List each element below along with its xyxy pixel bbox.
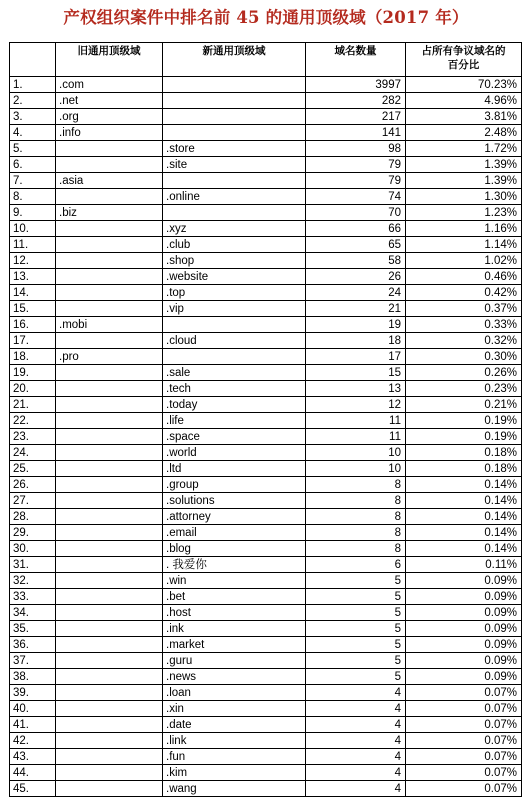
table-row xyxy=(10,477,522,493)
domain-count-cell: 4 xyxy=(306,733,406,749)
domain-count-cell: 4 xyxy=(306,781,406,797)
table-row xyxy=(10,765,522,781)
table-row xyxy=(10,253,522,269)
new-gtld-cell: .site xyxy=(163,157,306,173)
new-gtld-cell xyxy=(163,93,306,109)
rank-cell: 41. xyxy=(10,717,56,733)
percentage-cell: 0.21% xyxy=(406,397,522,413)
rank-cell: 43. xyxy=(10,749,56,765)
rank-cell: 45. xyxy=(10,781,56,797)
table-row xyxy=(10,413,522,429)
percentage-cell: 2.48% xyxy=(406,125,522,141)
rank-cell: 26. xyxy=(10,477,56,493)
domain-count-cell: 26 xyxy=(306,269,406,285)
table-row xyxy=(10,509,522,525)
rank-cell: 4. xyxy=(10,125,56,141)
domain-count-cell: 21 xyxy=(306,301,406,317)
new-gtld-cell: .market xyxy=(163,637,306,653)
rank-cell: 1. xyxy=(10,77,56,93)
domain-count-cell: 4 xyxy=(306,685,406,701)
rank-cell: 22. xyxy=(10,413,56,429)
old-gtld-cell: .biz xyxy=(56,205,163,221)
old-gtld-cell xyxy=(56,573,163,589)
rank-cell: 12. xyxy=(10,253,56,269)
old-gtld-cell: .net xyxy=(56,93,163,109)
rank-cell: 38. xyxy=(10,669,56,685)
old-gtld-cell xyxy=(56,301,163,317)
rank-cell: 10. xyxy=(10,221,56,237)
old-gtld-cell xyxy=(56,189,163,205)
rank-cell: 30. xyxy=(10,541,56,557)
domain-count-cell: 4 xyxy=(306,749,406,765)
percentage-cell: 0.07% xyxy=(406,733,522,749)
percentage-cell: 0.07% xyxy=(406,685,522,701)
domain-count-cell: 65 xyxy=(306,237,406,253)
rank-cell: 21. xyxy=(10,397,56,413)
new-gtld-cell: .space xyxy=(163,429,306,445)
table-row xyxy=(10,621,522,637)
table-row xyxy=(10,205,522,221)
old-gtld-cell xyxy=(56,285,163,301)
rank-cell: 9. xyxy=(10,205,56,221)
old-gtld-cell xyxy=(56,365,163,381)
rank-cell: 7. xyxy=(10,173,56,189)
rank-cell: 14. xyxy=(10,285,56,301)
rank-cell: 29. xyxy=(10,525,56,541)
percentage-cell: 0.14% xyxy=(406,493,522,509)
old-gtld-cell xyxy=(56,477,163,493)
percentage-cell: 0.09% xyxy=(406,621,522,637)
percentage-cell: 0.37% xyxy=(406,301,522,317)
table-row xyxy=(10,525,522,541)
old-gtld-cell: .asia xyxy=(56,173,163,189)
domain-count-cell: 5 xyxy=(306,653,406,669)
percentage-cell: 0.18% xyxy=(406,445,522,461)
old-gtld-cell xyxy=(56,221,163,237)
percentage-cell: 0.07% xyxy=(406,717,522,733)
new-gtld-cell: .vip xyxy=(163,301,306,317)
domain-count-cell: 18 xyxy=(306,333,406,349)
percentage-cell: 0.07% xyxy=(406,701,522,717)
header-rank xyxy=(10,43,56,77)
new-gtld-cell: .tech xyxy=(163,381,306,397)
old-gtld-cell xyxy=(56,669,163,685)
table-row xyxy=(10,493,522,509)
new-gtld-cell: .host xyxy=(163,605,306,621)
new-gtld-cell xyxy=(163,349,306,365)
percentage-cell: 0.14% xyxy=(406,541,522,557)
rank-cell: 18. xyxy=(10,349,56,365)
old-gtld-cell: .pro xyxy=(56,349,163,365)
percentage-cell: 1.39% xyxy=(406,173,522,189)
new-gtld-cell: .wang xyxy=(163,781,306,797)
new-gtld-cell xyxy=(163,205,306,221)
domain-count-cell: 5 xyxy=(306,669,406,685)
domain-count-cell: 8 xyxy=(306,493,406,509)
table-row xyxy=(10,717,522,733)
percentage-cell: 0.19% xyxy=(406,413,522,429)
old-gtld-cell xyxy=(56,237,163,253)
percentage-cell: 0.19% xyxy=(406,429,522,445)
rank-cell: 17. xyxy=(10,333,56,349)
rank-cell: 11. xyxy=(10,237,56,253)
new-gtld-cell: .guru xyxy=(163,653,306,669)
table-row xyxy=(10,589,522,605)
table-row xyxy=(10,653,522,669)
new-gtld-cell xyxy=(163,173,306,189)
rank-cell: 44. xyxy=(10,765,56,781)
table-title: 产权组织案件中排名前 45 的通用顶级域（2017 年） xyxy=(63,8,469,27)
domain-count-cell: 5 xyxy=(306,621,406,637)
rank-cell: 35. xyxy=(10,621,56,637)
old-gtld-cell: .mobi xyxy=(56,317,163,333)
new-gtld-cell: .link xyxy=(163,733,306,749)
old-gtld-cell xyxy=(56,589,163,605)
domain-count-cell: 5 xyxy=(306,605,406,621)
rank-cell: 31. xyxy=(10,557,56,573)
domain-count-cell: 13 xyxy=(306,381,406,397)
percentage-cell: 1.39% xyxy=(406,157,522,173)
table-row xyxy=(10,669,522,685)
rank-cell: 25. xyxy=(10,461,56,477)
old-gtld-cell xyxy=(56,445,163,461)
table-row xyxy=(10,109,522,125)
domain-count-cell: 8 xyxy=(306,541,406,557)
domain-count-cell: 8 xyxy=(306,525,406,541)
domain-count-cell: 19 xyxy=(306,317,406,333)
domain-count-cell: 8 xyxy=(306,477,406,493)
percentage-cell: 0.26% xyxy=(406,365,522,381)
table-row xyxy=(10,221,522,237)
table-row xyxy=(10,237,522,253)
percentage-cell: 4.96% xyxy=(406,93,522,109)
new-gtld-cell: .xin xyxy=(163,701,306,717)
header-new-gtld: 新通用顶级域 xyxy=(163,43,306,77)
table-row xyxy=(10,685,522,701)
domain-count-cell: 10 xyxy=(306,461,406,477)
new-gtld-cell: .life xyxy=(163,413,306,429)
table-row xyxy=(10,77,522,93)
new-gtld-cell: .xyz xyxy=(163,221,306,237)
domain-count-cell: 4 xyxy=(306,717,406,733)
domain-count-cell: 8 xyxy=(306,509,406,525)
table-body xyxy=(10,77,522,797)
table-row xyxy=(10,125,522,141)
domain-count-cell: 4 xyxy=(306,765,406,781)
percentage-cell: 0.09% xyxy=(406,573,522,589)
domain-count-cell: 282 xyxy=(306,93,406,109)
domain-count-cell: 17 xyxy=(306,349,406,365)
percentage-cell: 0.07% xyxy=(406,781,522,797)
table-row xyxy=(10,269,522,285)
percentage-cell: 1.72% xyxy=(406,141,522,157)
header-old-gtld: 旧通用顶级域 xyxy=(56,43,163,77)
new-gtld-cell: .cloud xyxy=(163,333,306,349)
table-row xyxy=(10,781,522,797)
domain-count-cell: 6 xyxy=(306,557,406,573)
rank-cell: 19. xyxy=(10,365,56,381)
new-gtld-cell: .kim xyxy=(163,765,306,781)
old-gtld-cell: .com xyxy=(56,77,163,93)
new-gtld-cell: .top xyxy=(163,285,306,301)
table-row xyxy=(10,701,522,717)
new-gtld-cell: .date xyxy=(163,717,306,733)
old-gtld-cell xyxy=(56,413,163,429)
new-gtld-cell xyxy=(163,125,306,141)
new-gtld-cell: .shop xyxy=(163,253,306,269)
old-gtld-cell xyxy=(56,397,163,413)
gtld-table xyxy=(9,42,522,797)
percentage-cell: 1.14% xyxy=(406,237,522,253)
old-gtld-cell: .org xyxy=(56,109,163,125)
domain-count-cell: 79 xyxy=(306,173,406,189)
rank-cell: 24. xyxy=(10,445,56,461)
table-row xyxy=(10,429,522,445)
table-row xyxy=(10,317,522,333)
new-gtld-cell xyxy=(163,77,306,93)
percentage-cell: 0.42% xyxy=(406,285,522,301)
new-gtld-cell: .world xyxy=(163,445,306,461)
old-gtld-cell xyxy=(56,557,163,573)
percentage-cell: 1.30% xyxy=(406,189,522,205)
percentage-cell: 0.09% xyxy=(406,653,522,669)
domain-count-cell: 11 xyxy=(306,429,406,445)
rank-cell: 5. xyxy=(10,141,56,157)
old-gtld-cell xyxy=(56,733,163,749)
domain-count-cell: 10 xyxy=(306,445,406,461)
old-gtld-cell xyxy=(56,269,163,285)
table-row xyxy=(10,573,522,589)
domain-count-cell: 4 xyxy=(306,701,406,717)
rank-cell: 32. xyxy=(10,573,56,589)
table-row xyxy=(10,173,522,189)
table-row xyxy=(10,285,522,301)
percentage-cell: 1.02% xyxy=(406,253,522,269)
old-gtld-cell xyxy=(56,637,163,653)
percentage-cell: 0.14% xyxy=(406,477,522,493)
rank-cell: 28. xyxy=(10,509,56,525)
percentage-cell: 0.14% xyxy=(406,525,522,541)
domain-count-cell: 15 xyxy=(306,365,406,381)
new-gtld-cell: .attorney xyxy=(163,509,306,525)
new-gtld-cell: .win xyxy=(163,573,306,589)
rank-cell: 33. xyxy=(10,589,56,605)
table-row xyxy=(10,365,522,381)
table-row xyxy=(10,541,522,557)
old-gtld-cell xyxy=(56,157,163,173)
table-row xyxy=(10,461,522,477)
new-gtld-cell: .ltd xyxy=(163,461,306,477)
percentage-cell: 0.09% xyxy=(406,589,522,605)
old-gtld-cell xyxy=(56,333,163,349)
new-gtld-cell: .ink xyxy=(163,621,306,637)
table-row xyxy=(10,397,522,413)
percentage-cell: 0.07% xyxy=(406,749,522,765)
table-row xyxy=(10,157,522,173)
domain-count-cell: 5 xyxy=(306,573,406,589)
new-gtld-cell: .sale xyxy=(163,365,306,381)
table-row xyxy=(10,189,522,205)
rank-cell: 6. xyxy=(10,157,56,173)
domain-count-cell: 70 xyxy=(306,205,406,221)
domain-count-cell: 3997 xyxy=(306,77,406,93)
domain-count-cell: 5 xyxy=(306,637,406,653)
old-gtld-cell xyxy=(56,621,163,637)
table-row xyxy=(10,637,522,653)
domain-count-cell: 79 xyxy=(306,157,406,173)
rank-cell: 37. xyxy=(10,653,56,669)
percentage-cell: 0.23% xyxy=(406,381,522,397)
new-gtld-cell: .news xyxy=(163,669,306,685)
old-gtld-cell xyxy=(56,781,163,797)
new-gtld-cell: .solutions xyxy=(163,493,306,509)
domain-count-cell: 58 xyxy=(306,253,406,269)
old-gtld-cell xyxy=(56,461,163,477)
percentage-cell: 0.46% xyxy=(406,269,522,285)
old-gtld-cell xyxy=(56,493,163,509)
new-gtld-cell: .today xyxy=(163,397,306,413)
percentage-cell: 0.30% xyxy=(406,349,522,365)
domain-count-cell: 5 xyxy=(306,589,406,605)
domain-count-cell: 74 xyxy=(306,189,406,205)
domain-count-cell: 12 xyxy=(306,397,406,413)
rank-cell: 3. xyxy=(10,109,56,125)
table-row xyxy=(10,445,522,461)
old-gtld-cell xyxy=(56,525,163,541)
rank-cell: 39. xyxy=(10,685,56,701)
old-gtld-cell xyxy=(56,701,163,717)
rank-cell: 16. xyxy=(10,317,56,333)
rank-cell: 8. xyxy=(10,189,56,205)
old-gtld-cell xyxy=(56,605,163,621)
percentage-cell: 0.07% xyxy=(406,765,522,781)
header-percentage: 占所有争议域名的百分比 xyxy=(406,43,522,77)
old-gtld-cell xyxy=(56,765,163,781)
new-gtld-cell: .online xyxy=(163,189,306,205)
rank-cell: 2. xyxy=(10,93,56,109)
old-gtld-cell xyxy=(56,717,163,733)
table-row xyxy=(10,301,522,317)
rank-cell: 36. xyxy=(10,637,56,653)
percentage-cell: 70.23% xyxy=(406,77,522,93)
table-row xyxy=(10,557,522,573)
rank-cell: 15. xyxy=(10,301,56,317)
percentage-cell: 0.09% xyxy=(406,637,522,653)
old-gtld-cell xyxy=(56,541,163,557)
percentage-cell: 0.09% xyxy=(406,669,522,685)
rank-cell: 42. xyxy=(10,733,56,749)
old-gtld-cell: .info xyxy=(56,125,163,141)
new-gtld-cell: .store xyxy=(163,141,306,157)
table-row xyxy=(10,733,522,749)
new-gtld-cell: .blog xyxy=(163,541,306,557)
old-gtld-cell xyxy=(56,429,163,445)
percentage-cell: 0.33% xyxy=(406,317,522,333)
new-gtld-cell: .website xyxy=(163,269,306,285)
rank-cell: 40. xyxy=(10,701,56,717)
table-row xyxy=(10,349,522,365)
domain-count-cell: 66 xyxy=(306,221,406,237)
table-row xyxy=(10,333,522,349)
domain-count-cell: 217 xyxy=(306,109,406,125)
new-gtld-cell: .fun xyxy=(163,749,306,765)
old-gtld-cell xyxy=(56,749,163,765)
old-gtld-cell xyxy=(56,253,163,269)
percentage-cell: 1.16% xyxy=(406,221,522,237)
new-gtld-cell: .club xyxy=(163,237,306,253)
percentage-cell: 1.23% xyxy=(406,205,522,221)
header-row xyxy=(10,43,522,77)
percentage-cell: 0.32% xyxy=(406,333,522,349)
percentage-cell: 0.18% xyxy=(406,461,522,477)
header-domain-count: 域名数量 xyxy=(306,43,406,77)
new-gtld-cell: . 我爱你 xyxy=(163,557,306,573)
table-row xyxy=(10,749,522,765)
table-header xyxy=(10,43,522,77)
percentage-cell: 0.14% xyxy=(406,509,522,525)
percentage-cell: 3.81% xyxy=(406,109,522,125)
domain-count-cell: 11 xyxy=(306,413,406,429)
new-gtld-cell: .bet xyxy=(163,589,306,605)
rank-cell: 13. xyxy=(10,269,56,285)
new-gtld-cell xyxy=(163,317,306,333)
rank-cell: 20. xyxy=(10,381,56,397)
new-gtld-cell: .email xyxy=(163,525,306,541)
old-gtld-cell xyxy=(56,381,163,397)
table-row xyxy=(10,605,522,621)
percentage-cell: 0.11% xyxy=(406,557,522,573)
old-gtld-cell xyxy=(56,653,163,669)
new-gtld-cell xyxy=(163,109,306,125)
domain-count-cell: 24 xyxy=(306,285,406,301)
percentage-cell: 0.09% xyxy=(406,605,522,621)
rank-cell: 34. xyxy=(10,605,56,621)
new-gtld-cell: .loan xyxy=(163,685,306,701)
new-gtld-cell: .group xyxy=(163,477,306,493)
old-gtld-cell xyxy=(56,685,163,701)
old-gtld-cell xyxy=(56,141,163,157)
domain-count-cell: 98 xyxy=(306,141,406,157)
table-row xyxy=(10,93,522,109)
rank-cell: 23. xyxy=(10,429,56,445)
rank-cell: 27. xyxy=(10,493,56,509)
old-gtld-cell xyxy=(56,509,163,525)
domain-count-cell: 141 xyxy=(306,125,406,141)
table-row xyxy=(10,141,522,157)
table-row xyxy=(10,381,522,397)
